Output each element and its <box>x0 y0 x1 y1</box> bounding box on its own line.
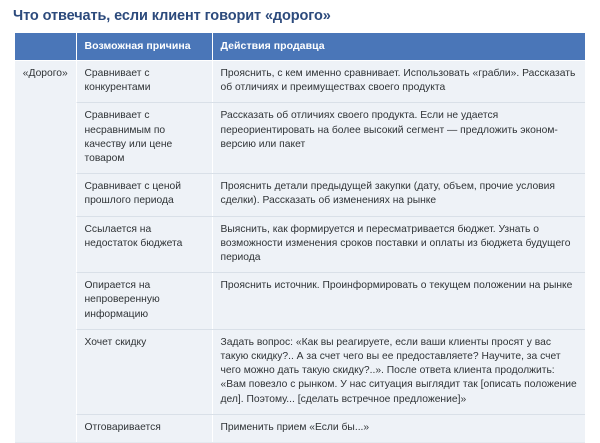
row-group-label-spacer <box>15 414 76 442</box>
cell-action: Рассказать об отличиях своего продукта. Если не удается переориентировать на более высокий сегмент — предложить эконом-версию или пакет <box>212 103 585 174</box>
row-group-label-spacer <box>15 329 76 414</box>
row-group-label-spacer <box>15 216 76 273</box>
row-group-label-spacer <box>15 103 76 174</box>
table-row <box>15 273 585 330</box>
page-title: Что отвечать, если клиент говорит «дорого» <box>13 8 331 24</box>
cell-action: Задать вопрос: «Как вы реагируете, если ваши клиенты просят у вас такую скидку?.. А за счет чего вы ее предоставляете? Научите, за счет чего можно дать такую скидку?..». После ответа клиента продолжить: «Вам повезло с рынком. У нас ситуация выглядит так [описать положение дел]. Поэтому... [сделать встречное предложение]» <box>212 329 585 414</box>
table-row <box>15 103 585 174</box>
header-cell-blank <box>15 33 76 61</box>
objection-table-wrapper <box>15 33 585 443</box>
cell-reason: Сравнивает с конкурентами <box>76 61 212 103</box>
cell-reason: Ссылается на недостаток бюджета <box>76 216 212 273</box>
table-body <box>15 61 585 443</box>
table-row <box>15 329 585 414</box>
cell-reason: Сравнивает с ценой прошлого периода <box>76 174 212 216</box>
header-cell-action: Действия продавца <box>212 33 585 61</box>
table-row <box>15 61 585 103</box>
cell-action: Применить прием «Если бы...» <box>212 414 585 442</box>
cell-action: Прояснить, с кем именно сравнивает. Использовать «грабли». Рассказать об отличиях и преимуществах своего продукта <box>212 61 585 103</box>
cell-reason: Отговаривается <box>76 414 212 442</box>
cell-reason: Хочет скидку <box>76 329 212 414</box>
cell-action: Прояснить источник. Проинформировать о текущем положении на рынке <box>212 273 585 330</box>
cell-reason: Сравнивает с несравнимым по качеству или цене товаром <box>76 103 212 174</box>
table-row <box>15 174 585 216</box>
cell-reason: Опирается на непроверенную информацию <box>76 273 212 330</box>
objection-matrix-table <box>15 33 585 443</box>
row-group-label-spacer <box>15 273 76 330</box>
cell-action: Выяснить, как формируется и пересматривается бюджет. Узнать о возможности изменения сроков поставки и оплаты из бюджета будущего периода <box>212 216 585 273</box>
table-header <box>15 33 585 61</box>
cell-action: Прояснить детали предыдущей закупки (дату, объем, прочие условия сделки). Рассказать об изменениях на рынке <box>212 174 585 216</box>
table-header-row <box>15 33 585 61</box>
row-group-label: «Дорого» <box>15 61 76 103</box>
table-row <box>15 216 585 273</box>
table-row <box>15 414 585 442</box>
row-group-label-spacer <box>15 174 76 216</box>
header-cell-reason: Возможная причина <box>76 33 212 61</box>
